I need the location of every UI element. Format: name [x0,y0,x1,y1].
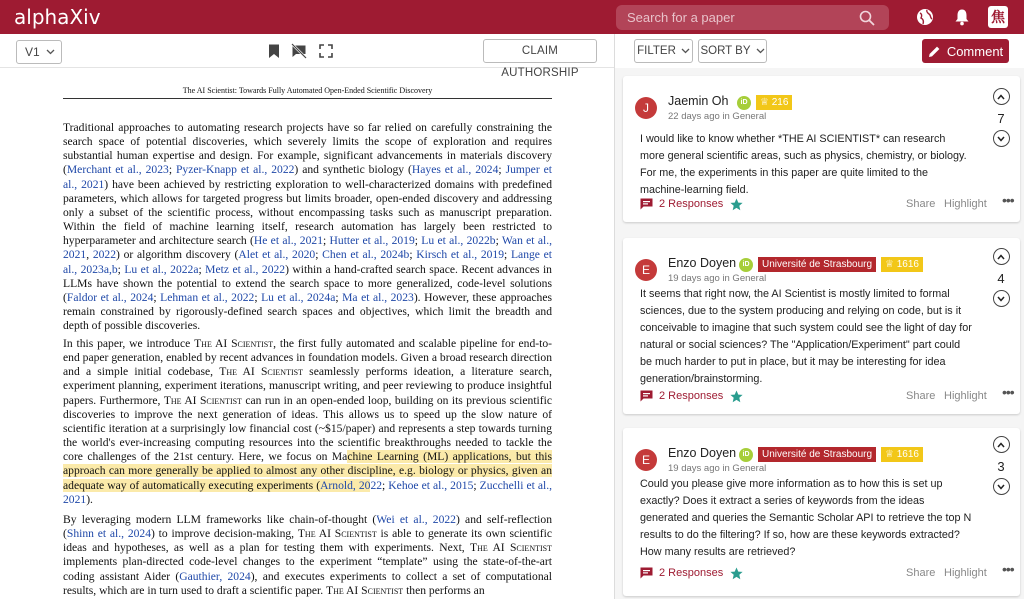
paper-text: ; [117,262,125,276]
upvote-button[interactable] [993,436,1010,453]
filter-label: FILTER [637,45,676,57]
star-icon[interactable] [730,390,743,403]
citation-link[interactable]: Metz et al., 2022 [205,262,286,276]
citation-link[interactable]: Lange et al., 2023a,b [63,248,552,276]
paper-text: is able to generate its own scientific ideas and hypotheses, as well as a plan for testing them with experiments. Next, [63,527,552,555]
vote-count: 4 [997,271,1005,286]
comment-footer [640,561,1014,582]
points-badge [756,95,792,110]
vote-control [991,248,1011,307]
chevron-down-icon [681,48,690,54]
comments-toolbar [615,34,1024,68]
chevron-down-icon [46,49,55,55]
paper-text: ; [254,290,262,304]
paper-text: implements plan-directed code-level changes to the experiment “template” using the state-of-the-art coding assistant Aider ( [63,555,552,583]
citation-link[interactable]: Lu et al., 2022b [421,234,496,248]
responses-link[interactable]: 2 Responses [659,567,724,579]
points-value: 1616 [896,449,919,460]
comment-meta: 22 days ago in General [668,111,767,122]
citation-link[interactable]: Merchant et al., 2023 [66,163,169,177]
running-head: The AI Scientist: Towards Fully Automated Open-Ended Scientific Discovery [63,86,552,99]
vote-control [991,88,1011,147]
citation-link[interactable]: Jumper et al., 2021 [63,163,552,191]
chevron-up-icon [997,254,1005,260]
citation-link[interactable]: Faldor et al., 2024 [66,290,154,304]
more-icon[interactable]: ••• [1002,561,1014,577]
sort-button[interactable] [698,39,767,63]
paper-toolbar [0,34,614,79]
chevron-down-icon [997,136,1005,142]
citation-link[interactable]: Kirsch et al., 2019 [416,248,505,262]
share-button[interactable]: Share [906,198,936,210]
paper-text: ; [315,248,323,262]
citation-link[interactable]: Hayes et al., 2024 [411,163,499,177]
comment-author[interactable]: Enzo Doyen [668,256,737,270]
system-name: The AI Scientist [219,365,303,379]
trophy-icon: ♕ [885,449,897,460]
paper-text: Traditional approaches to automating research projects have so far relied on carefully constraining the search space of potential discoveries, which severely limits the scope of exploration and requires substantial human expertise and design. For example, significant advancements in materials discovery ( [63,121,552,177]
paper-text: ) to improve decision-making, [151,527,298,541]
system-name: The AI Scientist [297,527,377,541]
paper-text: ) within a hand-crafted search space. Recent advances in LLMs have shown the potential to extend the search space to more generalized, code-level solutions ( [63,262,552,304]
paper-text: By leveraging modern LLM frameworks like chain-of-thought ( [63,513,377,526]
citation-link[interactable]: Gauthier, 2024 [179,569,251,583]
points-value: 1616 [896,259,919,270]
avatar[interactable]: J [635,97,657,119]
citation-link[interactable]: Kehoe et al., 2015 [388,478,474,492]
chevron-up-icon [997,442,1005,448]
trophy-icon: ♕ [885,259,897,270]
avatar[interactable]: E [635,259,657,281]
paper-text: then performs an [403,583,485,597]
comment-card [623,76,1020,222]
avatar[interactable]: E [635,449,657,471]
chevron-down-icon [997,484,1005,490]
paper-text: ), and executes experiments to collect a set of computational results, which are in turn used to draft a scientific paper. [63,569,552,597]
orcid-badge[interactable]: iD [739,448,753,462]
citation-link[interactable]: 2022 [92,248,116,262]
paper-text: ; [495,234,502,248]
paper-text: seamlessly performs ideation, a literature search, experiment planning, experiment iterations, manuscript writing, and peer reviewing to produce insightful papers. Furthermore, [63,365,552,407]
fullscreen-icon[interactable] [318,43,334,59]
citation-link[interactable]: Lu et al., 2024a [261,290,336,304]
comment-author[interactable]: Enzo Doyen [668,446,737,460]
paper-text: ) and self-reflection ( [63,513,552,541]
comment-body: Could you please give more information as to how this is set up exactly? Does it extract a series of keywords from the ideas generated and queries the Semantic Scholar API to retrieve the top N results to do the filtering? If so, how are these keywords extracted? How many results are retrieved? [640,478,972,558]
paper-text: ). However, these approaches remain constrained by rigorously-defined search spaces and objectives, which limit the breadth and depth of possible discoveries. [63,290,552,333]
top-bar [0,0,1024,34]
paper-text: , [86,248,93,262]
comments-feed[interactable] [615,68,1024,599]
share-button[interactable]: Share [906,390,936,402]
paper-viewer[interactable] [63,68,552,599]
system-name: The AI Scientist [470,541,552,555]
citation-link[interactable]: Shinn et al., 2024 [66,527,152,541]
search-input[interactable] [616,5,889,30]
highlight-button[interactable]: Highlight [944,567,987,579]
orcid-badge[interactable]: iD [739,258,753,272]
vote-count: 3 [997,459,1005,474]
filter-button[interactable] [634,39,693,63]
paper-text: ; [409,248,417,262]
system-name: The AI Scientist [326,583,404,597]
comment-card [623,238,1020,414]
paper-text: ) have been achieved by restricting exploration to well-characterized domains with predefined parameters, which allows for targeted progress but limits broader, open-ended discovery and addressing only a subset of the scientific process, without encompassing tasks such as manuscript preparation. Within the field of machine learning itself, research automation has largely been restricted to hyperparameter and architecture search ( [63,177,552,248]
paper-text: chine Learning (ML) applications, but this approach can more generally be applied to almost any other discipline, e.g. biology or physics, given an adequate way of automatically executing experiments ( [63,450,552,492]
chevron-down-icon [997,296,1005,302]
star-icon[interactable] [730,198,743,211]
comment-author[interactable]: Jaemin Oh [668,94,729,108]
comment-footer [640,192,1014,213]
version-label: V1 [25,45,40,59]
points-value: 216 [771,97,789,108]
comment-footer [640,384,1014,405]
more-icon[interactable]: ••• [1002,192,1014,208]
paper-text: ; [153,290,161,304]
paper-text: ; [168,163,176,177]
citation-link[interactable]: He et al., 2021 [253,234,323,248]
comment-card [623,428,1020,596]
citation-link[interactable]: Ma et al., 2023 [342,290,414,304]
version-select[interactable] [16,40,62,64]
vote-control [991,436,1011,495]
sort-label: SORT BY [700,45,751,57]
citation-link[interactable]: 22 [370,478,383,492]
downvote-button[interactable] [993,290,1010,307]
vote-count: 7 [997,111,1005,126]
paper-text: ; [498,163,506,177]
share-button[interactable]: Share [906,567,936,579]
citation-link[interactable]: Wei et al., 2022 [376,513,456,526]
comment-icon[interactable] [640,567,653,579]
paper-text: ; [473,478,480,492]
add-comment-button[interactable] [922,39,1009,63]
trophy-icon: ♕ [760,97,772,108]
orcid-badge[interactable]: iD [737,96,751,110]
highlight-button[interactable]: Highlight [944,198,987,210]
downvote-button[interactable] [993,478,1010,495]
highlight-button[interactable]: Highlight [944,390,987,402]
search-placeholder: Search for a paper [627,10,735,25]
brand-logo[interactable]: alphaXiv [14,5,101,29]
globe-icon[interactable] [916,8,934,26]
more-icon[interactable]: ••• [1002,384,1014,400]
chevron-down-icon [756,48,765,54]
search-icon[interactable] [859,10,875,26]
comment-body: I would like to know whether *THE AI SCIENTIST* can research more general scientific areas, such as physics, chemistry, or biology. For me, the experiments in this paper are quite limited to the machine-learning field. [640,133,967,196]
citation-link[interactable]: Hutter et al., 2019 [329,234,415,248]
paper-paragraph-3 [63,513,552,598]
comment-off-icon[interactable] [291,43,307,59]
paper-text: ; [414,234,422,248]
points-badge [881,257,923,272]
upvote-button[interactable] [993,248,1010,265]
chevron-up-icon [997,94,1005,100]
affiliation-badge[interactable]: Université de Strasbourg [758,447,876,462]
responses-link[interactable]: 2 Responses [659,390,724,402]
paper-text: ; [504,248,511,262]
paper-text: can run in an open-ended loop, building on its previous scientific discoveries to improve the next generation of ideas. This allows us to speed up the slow nature of scientific iteration at a surprisingly low financial cost (~$15/paper) and represents a step towards turning the world's ever-increasing computing resources into the scientific breakthroughs needed to tackle the core challenges of the 21st century. Here, we focus on Ma [63,393,552,464]
pencil-icon [928,45,941,58]
paper-text: In this paper, we introduce [63,337,195,350]
citation-link[interactable]: Lehman et al., 2022 [160,290,255,304]
comment-meta: 19 days ago in General [668,463,767,474]
system-name: The AI Scientist [194,337,274,350]
claim-authorship-button[interactable]: CLAIM AUTHORSHIP [483,39,597,63]
paper-text: ) and synthetic biology ( [294,163,412,177]
comment-icon[interactable] [640,198,653,210]
paper-text: ; [335,290,343,304]
paper-text: , the first fully automated and scalable pipeline for end-to-end paper generation, enabled by recent advances in foundation models. Given a broad research direction and a simple initial codebase, [63,337,552,379]
comment-button-label: Comment [946,43,1004,59]
bookmark-icon[interactable] [266,43,282,59]
user-avatar[interactable]: 焦 [988,6,1008,28]
citation-link[interactable]: Wan et al., 2021 [63,234,552,262]
comment-icon[interactable] [640,390,653,402]
citation-link[interactable]: Pyzer-Knapp et al., 2022 [175,163,295,177]
star-icon[interactable] [730,567,743,580]
citation-link[interactable]: Lu et al., 2022a [124,262,199,276]
system-name: The AI Scientist [163,393,242,407]
upvote-button[interactable] [993,88,1010,105]
citation-link[interactable]: Arnold, 20 [320,478,371,492]
bell-icon[interactable] [953,8,971,26]
citation-link[interactable]: Alet et al., 2020 [238,248,316,262]
responses-link[interactable]: 2 Responses [659,198,724,210]
affiliation-badge[interactable]: Université de Strasbourg [758,257,876,272]
paper-text: ). [86,492,93,506]
paper-text: ; [198,262,206,276]
paper-paragraph-2 [63,337,552,507]
citation-link[interactable]: Chen et al., 2024b [322,248,410,262]
paper-text: ) or algorithm discovery ( [116,248,239,262]
paper-text: ; [323,234,330,248]
paper-text: ; [382,478,389,492]
comment-meta: 19 days ago in General [668,273,767,284]
downvote-button[interactable] [993,130,1010,147]
points-badge [881,447,923,462]
paper-paragraph-1 [63,121,552,333]
comment-body: It seems that right now, the AI Scientist is mostly limited to formal sciences, due to the system producing and relying on code, but is it conceivable to imagine that such system could see the light of day for natural or social sciences? The "Application/Experiment" part could be much harder to put in place, but it may be interesting for idea generation/brainstorming. [640,288,972,385]
citation-link[interactable]: Zucchelli et al., 2021 [63,478,552,506]
